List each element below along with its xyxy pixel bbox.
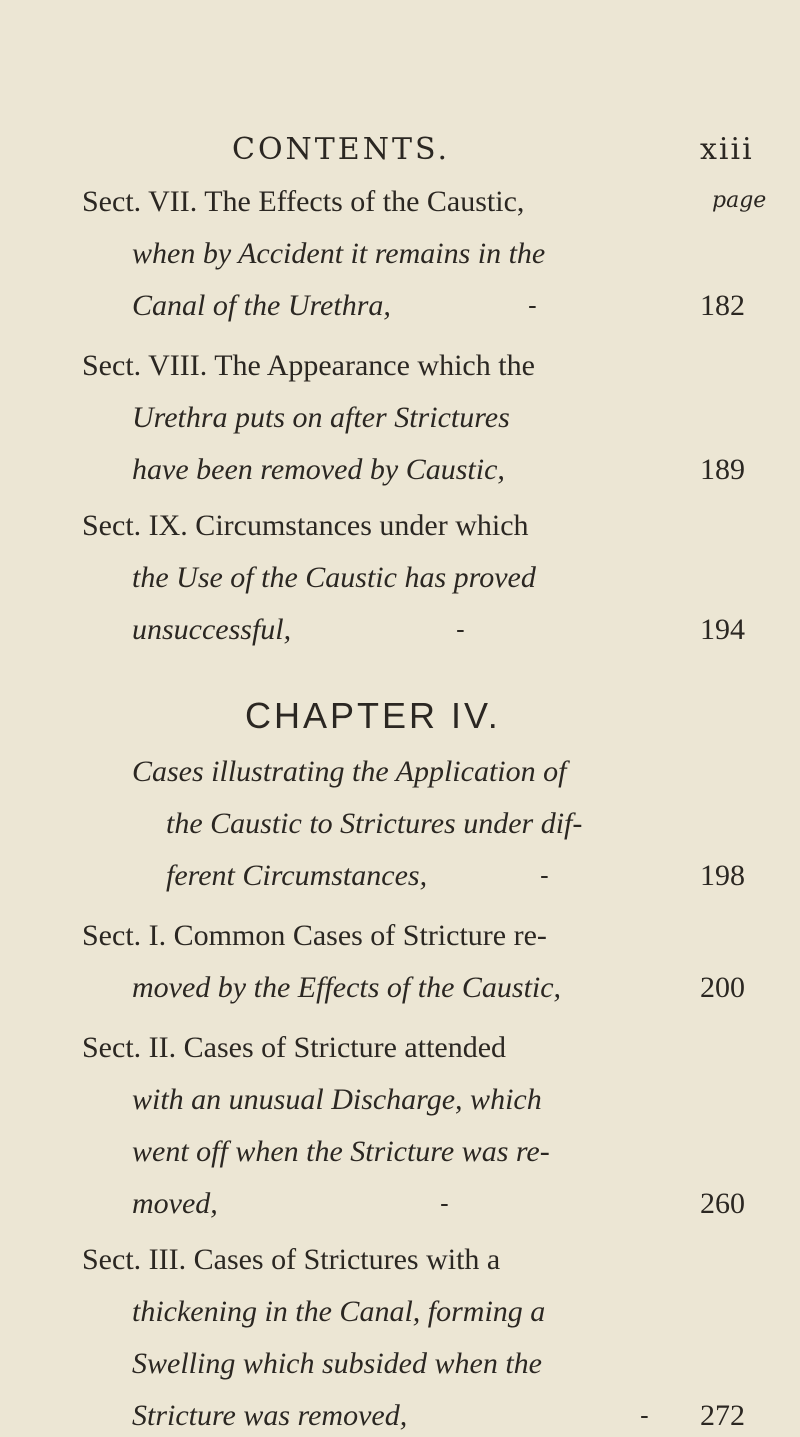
running-head-title: CONTENTS. — [232, 132, 450, 167]
entry-sect-8-line-3: have been removed by Caustic, — [132, 453, 505, 486]
case-sect-3-page: 272 — [700, 1399, 745, 1432]
entry-sect-8-line-1: Sect. VIII. The Appearance which the — [82, 349, 535, 382]
running-head — [0, 132, 800, 172]
case-sect-2-page: 260 — [700, 1187, 745, 1220]
case-sect-3-line-4: Stricture was removed, — [132, 1399, 408, 1432]
chapter-line-3: ferent Circumstances, — [166, 859, 428, 892]
chapter-leader: - — [540, 861, 549, 891]
entry-sect-9-leader: - — [456, 615, 465, 645]
entry-sect-7-line-2: when by Accident it remains in the — [132, 237, 546, 270]
chapter-page: 198 — [700, 859, 745, 892]
case-sect-2-leader: - — [440, 1189, 449, 1219]
case-sect-3-line-2: thickening in the Canal, forming a — [132, 1295, 546, 1328]
case-sect-1-line-1: Sect. I. Common Cases of Stricture re- — [82, 919, 547, 952]
case-sect-2-line-3: went off when the Stricture was re- — [132, 1135, 550, 1168]
entry-sect-8-line-2: Urethra puts on after Strictures — [132, 401, 510, 434]
case-sect-3-line-3: Swelling which subsided when the — [132, 1347, 542, 1380]
entry-sect-9-line-3: unsuccessful, — [132, 613, 292, 646]
entry-sect-7-line-3: Canal of the Urethra, — [132, 289, 391, 322]
entry-sect-7-line-1: Sect. VII. The Effects of the Caustic, — [82, 185, 525, 218]
case-sect-2-line-2: with an unusual Discharge, which — [132, 1083, 542, 1116]
entry-sect-9-page: 194 — [700, 613, 745, 646]
entry-sect-9-line-2: the Use of the Caustic has proved — [132, 561, 536, 594]
page-column-label: page — [712, 188, 767, 213]
entry-sect-7-page: 182 — [700, 289, 745, 322]
entry-sect-8-page: 189 — [700, 453, 745, 486]
chapter-line-1: Cases illustrating the Application of — [132, 755, 567, 788]
case-sect-2-line-4: moved, — [132, 1187, 218, 1220]
case-sect-1-page: 200 — [700, 971, 745, 1004]
case-sect-3-leader: - — [640, 1401, 649, 1431]
case-sect-3-line-1: Sect. III. Cases of Strictures with a — [82, 1243, 501, 1276]
folio-number: xiii — [700, 132, 754, 167]
chapter-line-2: the Caustic to Strictures under dif- — [166, 807, 583, 840]
case-sect-1-line-2: moved by the Effects of the Caustic, — [132, 971, 562, 1004]
case-sect-2-line-1: Sect. II. Cases of Stricture attended — [82, 1031, 507, 1064]
chapter-heading: CHAPTER IV. — [245, 695, 501, 736]
entry-sect-7-leader: - — [528, 291, 537, 321]
entry-sect-9-line-1: Sect. IX. Circumstances under which — [82, 509, 529, 542]
